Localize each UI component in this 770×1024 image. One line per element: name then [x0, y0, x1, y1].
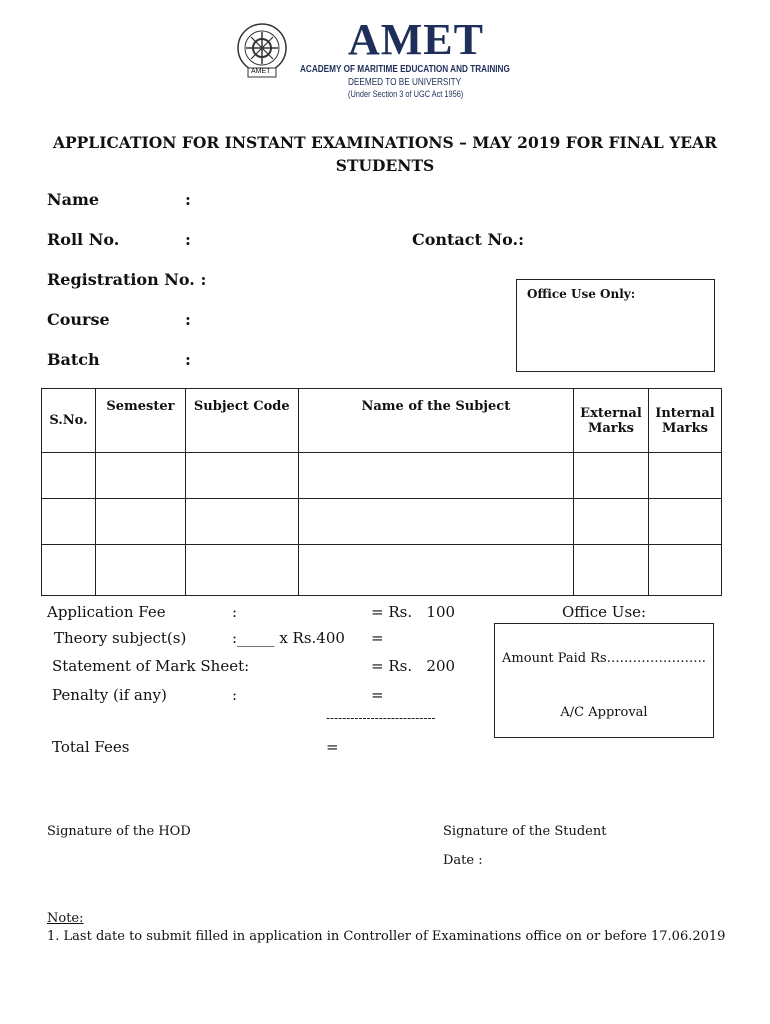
- cell-semester[interactable]: [95, 499, 185, 545]
- col-header-external-marks: External Marks: [573, 389, 648, 453]
- theory-subjects-label: Theory subject(s): [54, 629, 187, 647]
- mark-sheet-value: = Rs. 200: [371, 657, 456, 675]
- office-use-only-box: [516, 279, 715, 372]
- name-colon: :: [185, 190, 191, 209]
- penalty-label: Penalty (if any): [52, 686, 167, 704]
- cell-subject-name[interactable]: [298, 499, 573, 545]
- contact-no-label: Contact No.:: [412, 230, 524, 249]
- hod-signature-label: Signature of the HOD: [47, 824, 191, 839]
- theory-subjects-eq: =: [371, 629, 384, 647]
- ac-approval-label: A/C Approval: [560, 705, 648, 720]
- roll-no-colon: :: [185, 230, 191, 249]
- course-colon: :: [185, 310, 191, 329]
- date-label: Date :: [443, 853, 483, 868]
- cell-subject-code[interactable]: [185, 499, 298, 545]
- application-fee-value: = Rs. 100: [371, 603, 456, 621]
- total-fees-eq: =: [326, 738, 339, 756]
- student-signature-label: Signature of the Student: [443, 824, 607, 839]
- table-row: [42, 545, 722, 596]
- amount-paid-label: Amount Paid Rs…………………..: [502, 651, 706, 666]
- cell-subject-code[interactable]: [185, 453, 298, 499]
- cell-external-marks[interactable]: [573, 499, 648, 545]
- cell-semester[interactable]: [95, 453, 185, 499]
- course-label: Course: [47, 310, 110, 329]
- brand-university: DEEMED TO BE UNIVERSITY: [348, 77, 462, 88]
- col-header-subject-code: Subject Code: [185, 389, 298, 453]
- registration-no-label: Registration No. :: [47, 270, 207, 289]
- penalty-colon: :: [232, 686, 238, 704]
- brand-full-name: ACADEMY OF MARITIME EDUCATION AND TRAINING: [300, 64, 510, 75]
- col-header-subject-name: Name of the Subject: [298, 389, 573, 453]
- cell-subject-name[interactable]: [298, 545, 573, 596]
- table-header-row: [42, 389, 722, 453]
- cell-internal-marks[interactable]: [648, 545, 721, 596]
- fees-divider: ---------------------------: [326, 711, 436, 725]
- cell-sno[interactable]: [42, 453, 96, 499]
- cell-semester[interactable]: [95, 545, 185, 596]
- note-heading: Note:: [47, 911, 84, 926]
- office-use-title: Office Use:: [562, 603, 647, 621]
- cell-external-marks[interactable]: [573, 453, 648, 499]
- seal-label: AMET: [251, 68, 271, 75]
- subjects-table: [41, 388, 722, 596]
- application-fee-colon: :: [232, 603, 238, 621]
- mark-sheet-label: Statement of Mark Sheet:: [52, 657, 250, 675]
- office-use-fee-box: [494, 623, 714, 738]
- cell-subject-code[interactable]: [185, 545, 298, 596]
- office-use-only-label: Office Use Only:: [527, 287, 636, 301]
- batch-colon: :: [185, 350, 191, 369]
- cell-subject-name[interactable]: [298, 453, 573, 499]
- cell-external-marks[interactable]: [573, 545, 648, 596]
- table-row: [42, 499, 722, 545]
- application-fee-label: Application Fee: [47, 603, 166, 621]
- col-header-internal-marks: Internal Marks: [648, 389, 721, 453]
- brand-act: (Under Section 3 of UGC Act 1956): [348, 89, 464, 99]
- amet-seal-logo: [236, 22, 288, 80]
- cell-internal-marks[interactable]: [648, 453, 721, 499]
- col-header-sno: S.No.: [42, 389, 96, 453]
- batch-label: Batch: [47, 350, 100, 369]
- cell-internal-marks[interactable]: [648, 499, 721, 545]
- col-header-semester: Semester: [95, 389, 185, 453]
- note-line-1: 1. Last date to submit filled in application in Controller of Examinations office on or before 17.06.2019: [47, 929, 726, 944]
- theory-subjects-calc: :_____ x Rs.400: [232, 629, 345, 647]
- total-fees-label: Total Fees: [52, 738, 130, 756]
- cell-sno[interactable]: [42, 499, 96, 545]
- roll-no-label: Roll No.: [47, 230, 120, 249]
- page-title: APPLICATION FOR INSTANT EXAMINATIONS – MAY 2019 FOR FINAL YEAR STUDENTS: [52, 133, 718, 175]
- name-label: Name: [47, 190, 100, 209]
- table-row: [42, 453, 722, 499]
- penalty-eq: =: [371, 686, 384, 704]
- cell-sno[interactable]: [42, 545, 96, 596]
- brand-name: AMET: [348, 15, 484, 64]
